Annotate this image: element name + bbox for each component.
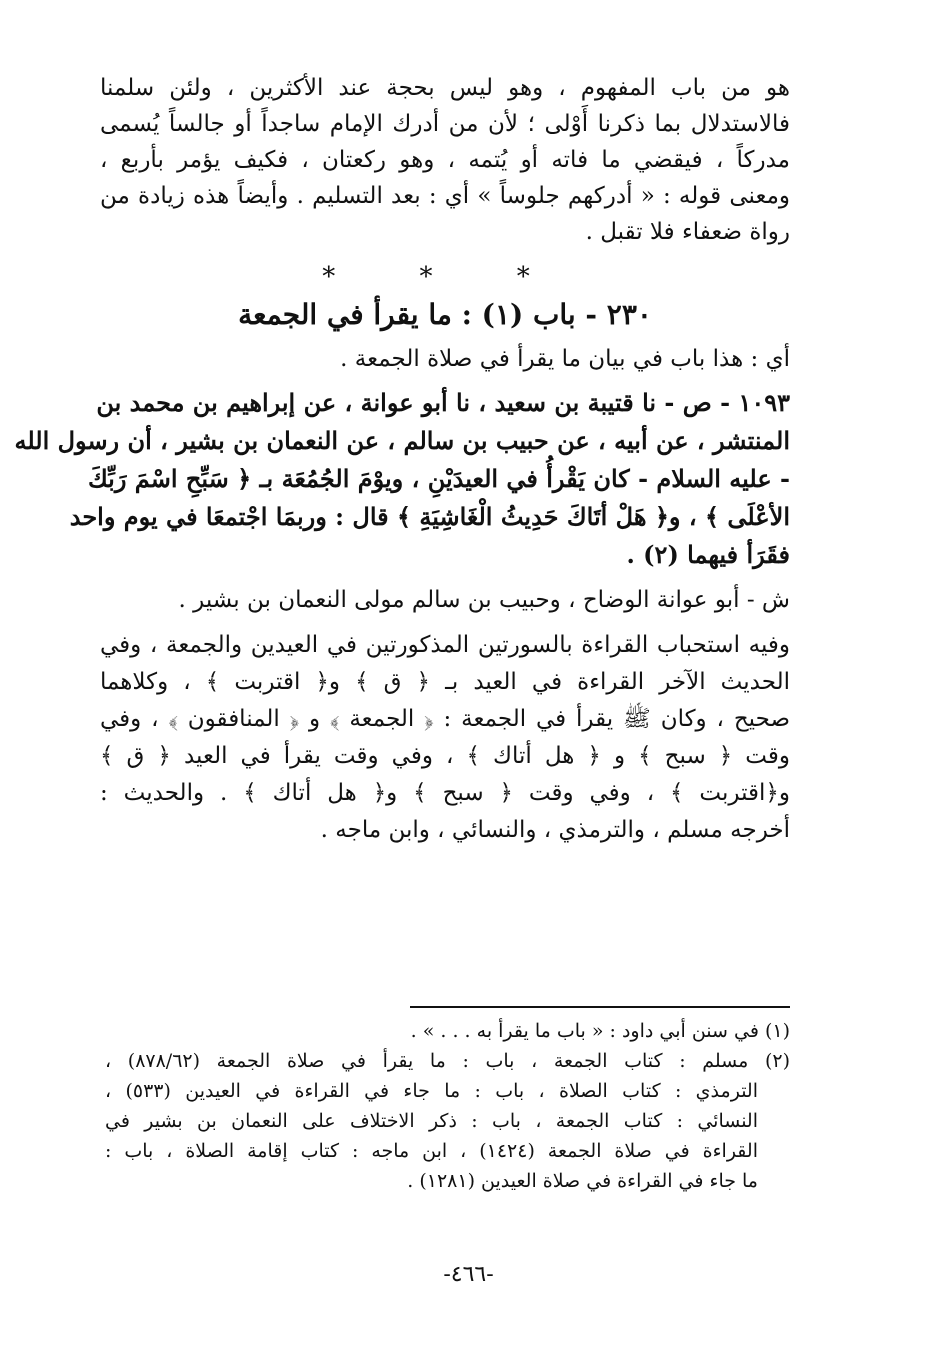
hadith-line: الأعْلَى ﴾ ، و﴿ هَلْ أتَاكَ حَدِيثُ الْغَاشِيَةِ ﴾ قال : وربمَا اجْتمعَا في يوم واحد — [69, 502, 790, 531]
text-line: مدركاً ، فيقضي ما فاته أو يُتمه ، وهو ركعتان ، فكيف يؤمر بأربع ، — [100, 147, 790, 173]
hadith-text — [14, 384, 790, 574]
footnote-2-line: الترمذي : كتاب الصلاة ، باب : ما جاء في القراءة في العيدين (٥٣٣) ، — [105, 1080, 758, 1102]
footnotes — [105, 1016, 790, 1196]
text-line: وفيه استحباب القراءة بالسورتين المذكورتين في العيدين والجمعة ، وفي — [100, 632, 790, 658]
footnote-2-line: القراءة في صلاة الجمعة (١٤٢٤) ، ابن ماجه : كتاب إقامة الصلاة ، باب : — [105, 1140, 758, 1162]
hadith-line: المنتشر ، عن أبيه ، عن حبيب بن سالم ، عن النعمان بن بشير ، أن رسول الله — [14, 426, 790, 455]
section-separator: * * * — [322, 262, 568, 292]
footnote-2: (٢) مسلم : كتاب الجمعة ، باب : ما يقرأ في صلاة الجمعة (٨٧٨/٦٢) ، — [105, 1050, 790, 1072]
commentary-narrators — [100, 582, 790, 619]
chapter-intro: أي : هذا باب في بيان ما يقرأ في صلاة الجمعة . — [340, 346, 790, 372]
footnote-2-line: ما جاء في القراءة في صلاة العيدين (١٢٨١) . — [407, 1170, 758, 1192]
text-line: هو من باب المفهوم ، وهو ليس بحجة عند الأكثرين ، ولئن سلمنا — [100, 75, 790, 101]
page-body — [14, 70, 790, 849]
text-line: ومعنى قوله : « أدركهم جلوساً » أي : بعد التسليم . وأيضاً هذه زيادة من — [100, 183, 790, 209]
chapter-title: ٢٣٠ - باب (١) : ما يقرأ في الجمعة — [238, 298, 652, 331]
hadith-line: ١٠٩٣ - ص - نا قتيبة بن سعيد ، نا أبو عوانة ، عن إبراهيم بن محمد بن — [96, 388, 790, 417]
hadith-line: فقَرَأ فيهما (٢) . — [626, 540, 790, 569]
commentary-paragraph — [100, 627, 790, 849]
text-line: رواة ضعفاء فلا تقبل . — [585, 219, 790, 245]
text-line: ش - أبو عوانة الوضاح ، وحبيب بن سالم مولى النعمان بن بشير . — [178, 587, 790, 613]
page-number: -٤٦٦- — [443, 1262, 494, 1287]
top-paragraph — [100, 70, 790, 250]
text-line: و﴿اقتربت ﴾ ، وفي وقت ﴿ سبح ﴾ و﴿ هل أتاك ﴾ . والحديث : — [100, 780, 790, 806]
text-line: صحيح ، وكان ﷺ يقرأ في الجمعة : ﴿ الجمعة ﴾ و ﴿ المنافقون ﴾ ، وفي — [100, 706, 790, 732]
text-line: الحديث الآخر القراءة في العيد بـ ﴿ ق ﴾ و﴿ اقتربت ﴾ ، وكلاهما — [100, 669, 790, 695]
hadith-line: - عليه السلام - كان يَقْرأُ في العيدَيْنِ ، ويوْمَ الجُمُعَة بـ ﴿ سَبِّحِ اسْمَ رَبِّكَ — [87, 464, 790, 493]
footnote-2-line: النسائي : كتاب الجمعة ، باب : ذكر الاختلاف على النعمان بن بشير في — [105, 1110, 758, 1132]
text-line: أخرجه مسلم ، والترمذي ، والنسائي ، وابن ماجه . — [320, 817, 790, 843]
text-line: فالاستدلال بما ذكرنا أَوْلى ؛ لأن من أدرك الإمام ساجداً أو جالساً يُسمى — [100, 111, 790, 137]
text-line: وقت ﴿ سبح ﴾ و ﴿ هل أتاك ﴾ ، وفي وقت يقرأ في العيد ﴿ ق ﴾ — [100, 743, 790, 769]
footnote-divider — [410, 1006, 790, 1008]
footnote-1: (١) في سنن أبي داود : « باب ما يقرأ به . . . » . — [410, 1020, 790, 1042]
